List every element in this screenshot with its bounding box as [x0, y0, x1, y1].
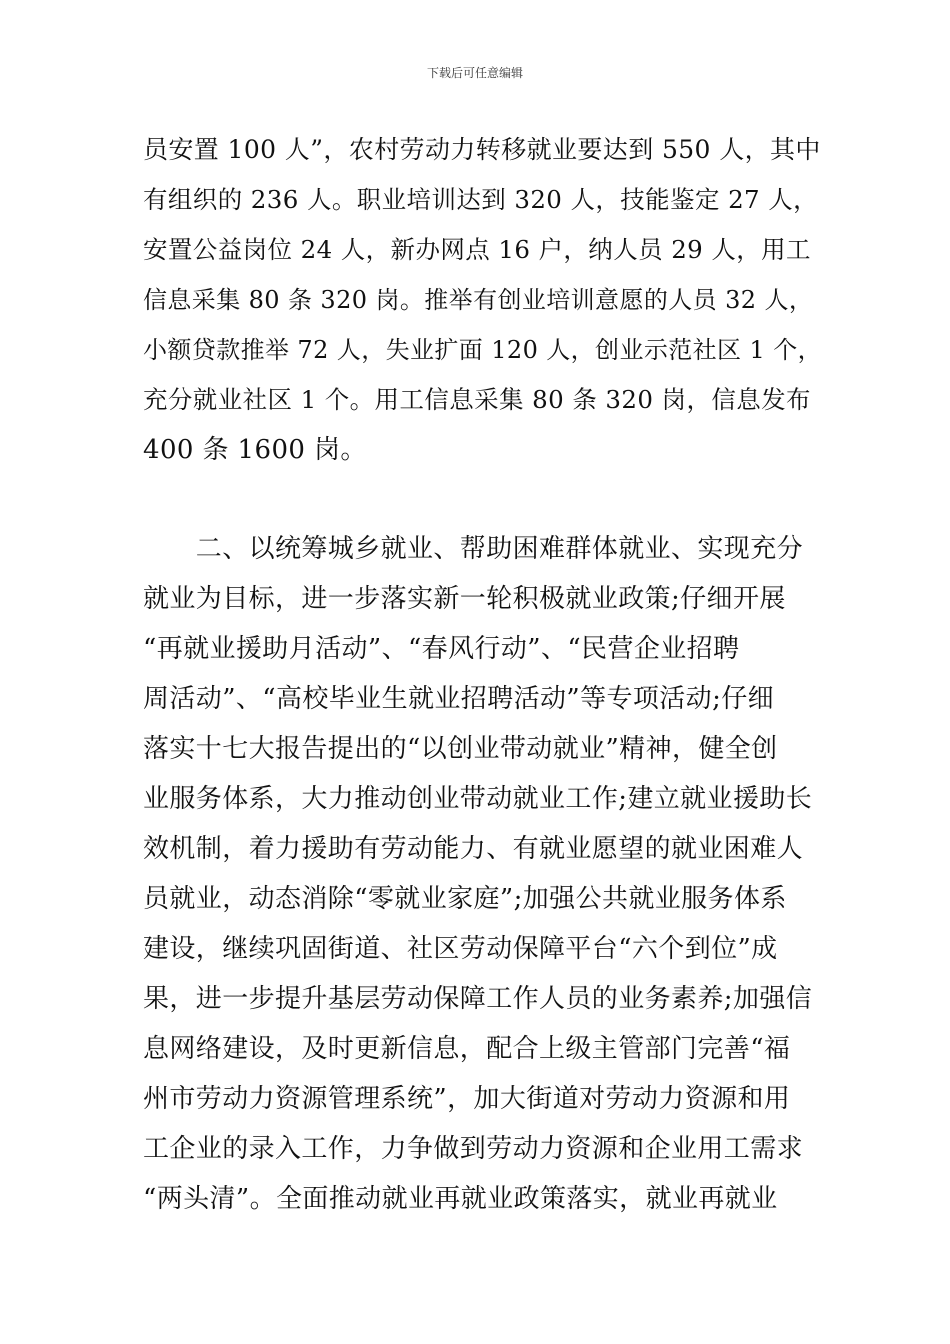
text-line: 信息采集 80 条 320 岗。推举有创业培训意愿的人员 32 人， — [143, 286, 814, 314]
text-line: 400 条 1600 岗。 — [143, 435, 367, 465]
text-line: 员就业，动态消除“零就业家庭”;加强公共就业服务体系 — [143, 884, 787, 914]
text-line: 有组织的 236 人。职业培训达到 320 人，技能鉴定 27 人， — [143, 185, 819, 214]
text-line: 周活动”、“高校毕业生就业招聘活动”等专项活动;仔细 — [143, 684, 775, 714]
text-line: 落实十七大报告提出的“以创业带动就业”精神，健全创 — [143, 734, 778, 764]
text-line: 工企业的录入工作，力争做到劳动力资源和企业用工需求 — [143, 1134, 804, 1164]
text-line: 息网络建设，及时更新信息，配合上级主管部门完善“福 — [143, 1034, 791, 1064]
text-line: 二、以统筹城乡就业、帮助困难群体就业、实现充分 — [143, 534, 804, 564]
page-header: 下载后可任意编辑 — [426, 66, 523, 80]
text-line: 就业为目标，进一步落实新一轮积极就业政策;仔细开展 — [143, 584, 786, 614]
text-line: “再就业援助月活动”、“春风行动”、“民营企业招聘 — [143, 634, 740, 664]
text-line: “两头清”。全面推动就业再就业政策落实，就业再就业 — [143, 1184, 778, 1214]
text-line: 员安置 100 人”，农村劳动力转移就业要达到 550 人，其中 — [143, 135, 821, 164]
text-line: 小额贷款推举 72 人，失业扩面 120 人，创业示范社区 1 个， — [143, 336, 822, 364]
text-line: 州市劳动力资源管理系统”，加大街道对劳动力资源和用 — [143, 1084, 791, 1114]
paragraph-1 — [143, 125, 823, 475]
text-line: 果，进一步提升基层劳动保障工作人员的业务素养;加强信 — [143, 984, 813, 1014]
text-line: 业服务体系，大力推动创业带动就业工作;建立就业援助长 — [143, 784, 813, 814]
paragraph-2 — [143, 524, 823, 1224]
text-line: 安置公益岗位 24 人，新办网点 16 户，纳人员 29 人，用工 — [143, 235, 811, 264]
text-line: 效机制，着力援助有劳动能力、有就业愿望的就业困难人 — [143, 834, 804, 864]
text-line: 充分就业社区 1 个。用工信息采集 80 条 320 岗，信息发布 — [143, 385, 811, 414]
text-line: 建设，继续巩固街道、社区劳动保障平台“六个到位”成 — [143, 934, 778, 964]
